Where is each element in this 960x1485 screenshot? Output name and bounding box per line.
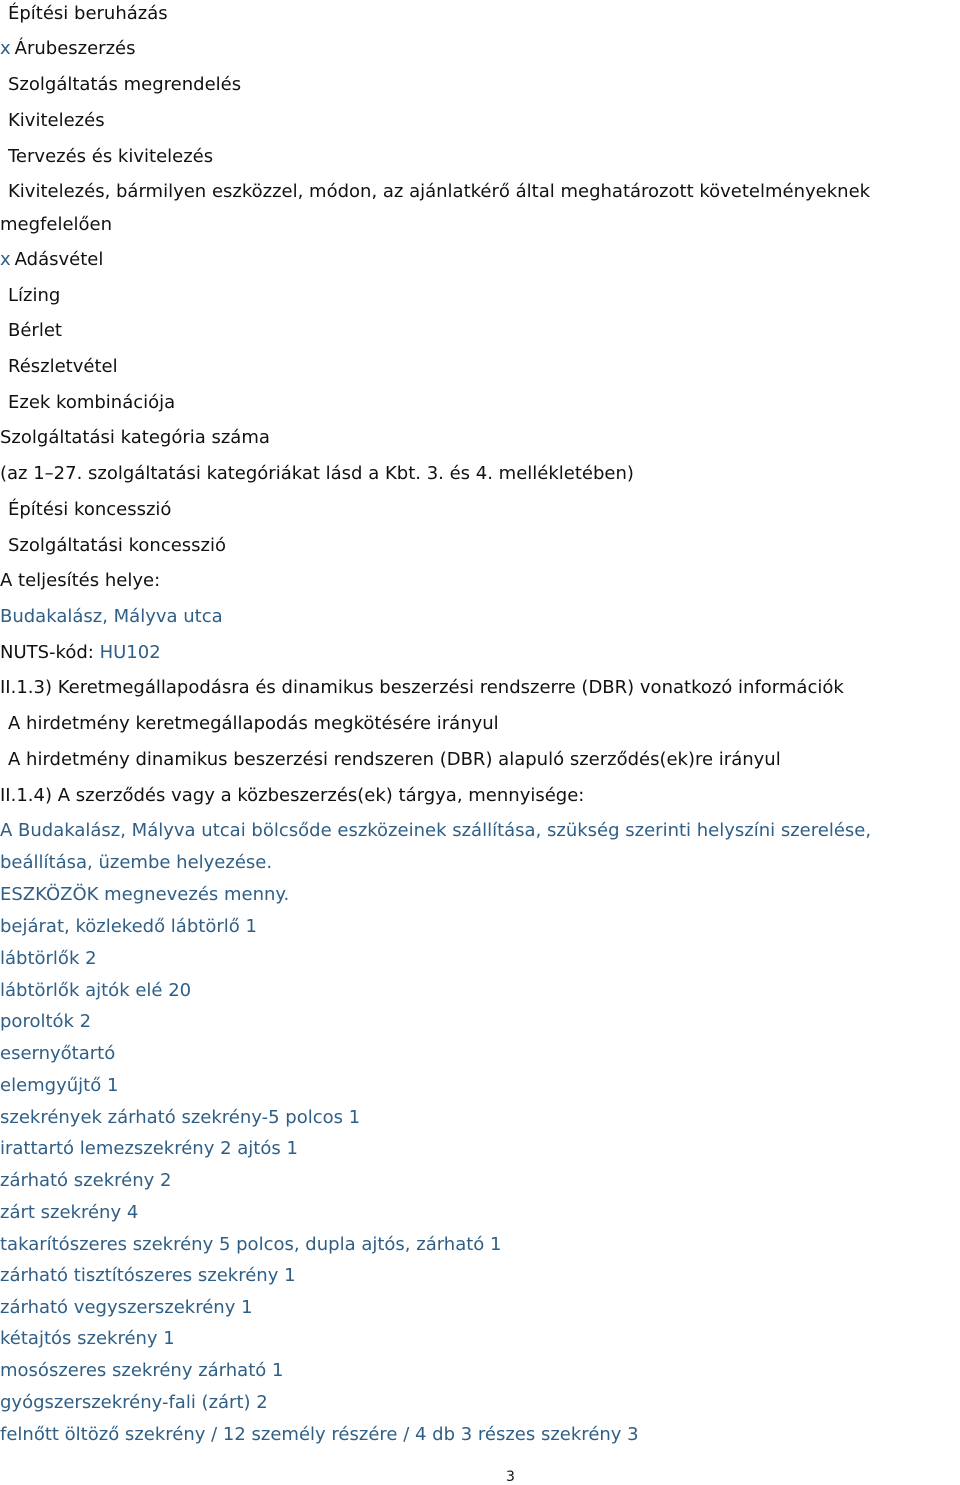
item-line: poroltók 2 (0, 1011, 92, 1032)
checkbox-mark: x (0, 38, 11, 59)
contract-type-option (0, 38, 135, 60)
option-label: Ezek kombinációja (8, 392, 176, 413)
purchase-type-option (8, 285, 60, 307)
item-line: zárható szekrény 2 (0, 1170, 172, 1191)
item-line: bejárat, közlekedő lábtörlő 1 (0, 916, 257, 937)
service-category-note: (az 1–27. szolgáltatási kategóriákat lásd a Kbt. 3. és 4. mellékletében) (0, 463, 634, 484)
subject-line1: A Budakalász, Mályva utcai bölcsőde eszközeinek szállítása, szükség szerinti helyszíni szerelése, (0, 820, 872, 841)
nuts-label: NUTS-kód: (0, 642, 94, 663)
execution-option-line1: Kivitelezés, bármilyen eszközzel, módon, az ajánlatkérő által meghatározott követelményeknek (8, 181, 871, 202)
purchase-type-option (0, 249, 103, 271)
item-line: irattartó lemezszekrény 2 ajtós 1 (0, 1138, 298, 1159)
item-line: elemgyűjtő 1 (0, 1075, 119, 1096)
nuts-value: HU102 (99, 642, 161, 663)
place-label: A teljesítés helye: (0, 570, 161, 591)
item-line: zárt szekrény 4 (0, 1202, 139, 1223)
item-line: mosószeres szekrény zárható 1 (0, 1360, 284, 1381)
service-category-label: Szolgáltatási kategória száma (0, 427, 270, 448)
item-line: esernyőtartó (0, 1043, 116, 1064)
option-label: Lízing (8, 285, 61, 306)
contract-type-option (8, 110, 105, 132)
concession-option: Építési koncesszió (8, 499, 172, 520)
execution-option-line2: megfelelően (0, 214, 113, 235)
item-line: szekrények zárható szekrény-5 polcos 1 (0, 1107, 361, 1128)
option-label: Részletvétel (8, 356, 118, 377)
item-line: zárható vegyszerszekrény 1 (0, 1297, 253, 1318)
section-heading-ii13: II.1.3) Keretmegállapodásra és dinamikus beszerzési rendszerre (DBR) vonatkozó információk (0, 677, 844, 698)
subject-line2: beállítása, üzembe helyezése. (0, 852, 273, 873)
option-label: Tervezés és kivitelezés (8, 146, 214, 167)
item-line: takarítószeres szekrény 5 polcos, dupla ajtós, zárható 1 (0, 1234, 502, 1255)
item-line: gyógszerszekrény-fali (zárt) 2 (0, 1392, 268, 1413)
item-line: kétajtós szekrény 1 (0, 1328, 175, 1349)
place-value: Budakalász, Mályva utca (0, 606, 223, 627)
option-label: Kivitelezés (8, 110, 105, 131)
option-label: Bérlet (8, 320, 62, 341)
purchase-type-option (8, 392, 175, 414)
item-line: lábtörlők ajtók elé 20 (0, 980, 192, 1001)
checkbox-mark: x (0, 249, 11, 270)
page-number: 3 (506, 1469, 515, 1485)
framework-option: A hirdetmény dinamikus beszerzési rendszeren (DBR) alapuló szerződés(ek)re irányul (8, 749, 781, 770)
nuts-code (0, 642, 161, 664)
contract-type-option (8, 74, 241, 96)
option-label: Adásvétel (14, 249, 104, 270)
purchase-type-option (8, 356, 118, 378)
concession-option: Szolgáltatási koncesszió (8, 535, 227, 556)
section-heading-ii14: II.1.4) A szerződés vagy a közbeszerzés(ek) tárgya, mennyisége: (0, 785, 585, 806)
items-header: ESZKÖZÖK megnevezés menny. (0, 884, 290, 905)
contract-type-option (8, 3, 168, 25)
option-label: Árubeszerzés (14, 38, 136, 59)
purchase-type-option (8, 320, 62, 342)
item-line: zárható tisztítószeres szekrény 1 (0, 1265, 296, 1286)
item-line: felnőtt öltöző szekrény / 12 személy részére / 4 db 3 részes szekrény 3 (0, 1424, 639, 1445)
item-line: lábtörlők 2 (0, 948, 97, 969)
option-label: Szolgáltatás megrendelés (8, 74, 242, 95)
option-label: Építési beruházás (8, 3, 168, 24)
framework-option: A hirdetmény keretmegállapodás megkötésére irányul (8, 713, 499, 734)
contract-type-option (8, 146, 213, 168)
